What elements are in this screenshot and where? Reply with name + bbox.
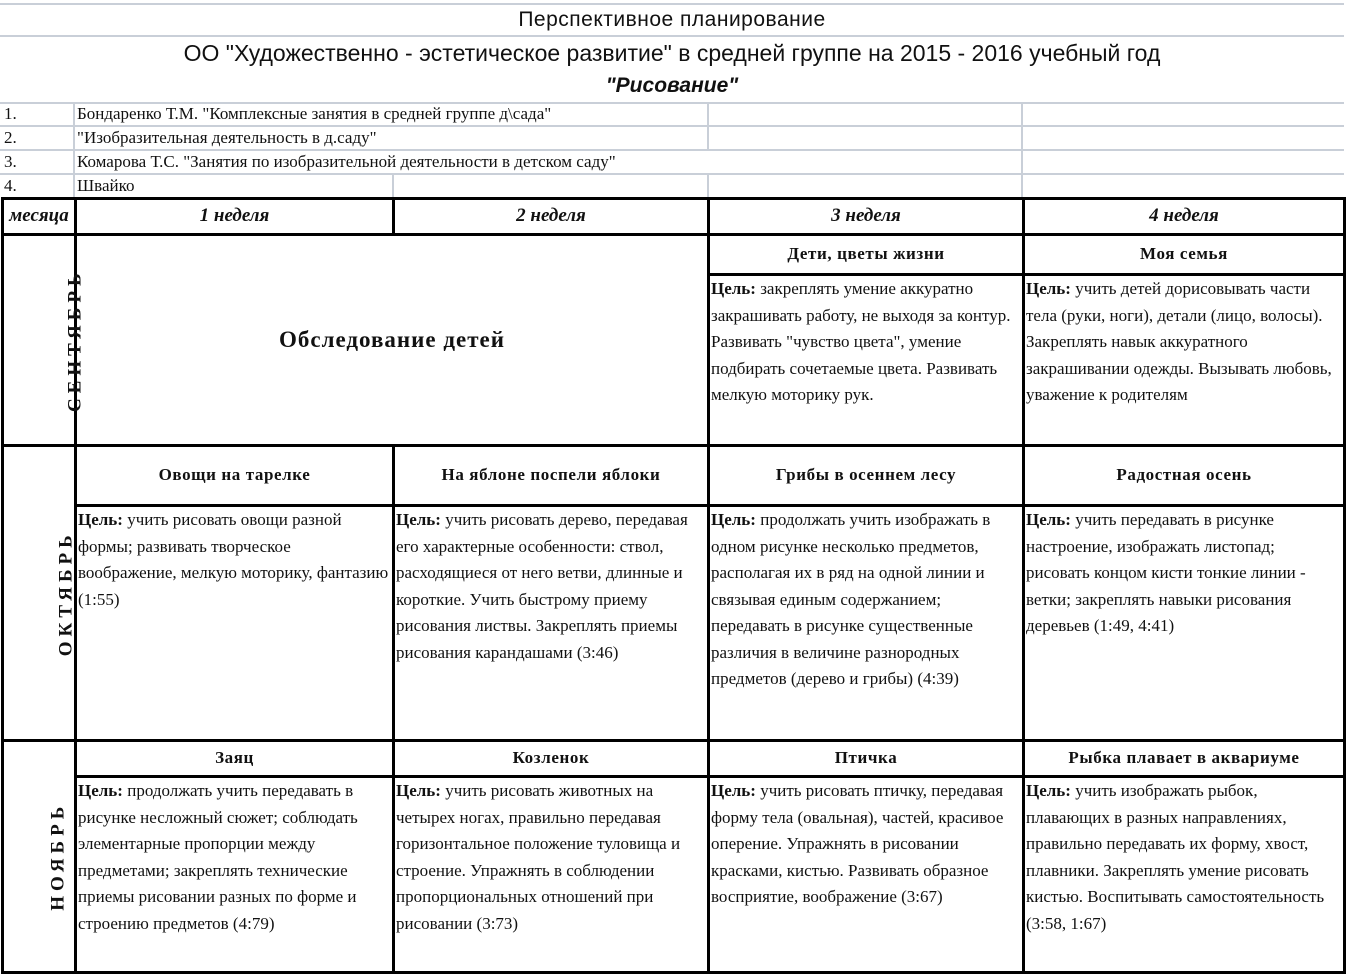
topic-cell: Птичка bbox=[709, 741, 1024, 777]
table-row bbox=[3, 506, 1345, 741]
page-title: Перспективное планирование bbox=[0, 3, 1344, 37]
table-row bbox=[3, 777, 1345, 973]
bibliography-row bbox=[0, 175, 1344, 197]
bibliography-row bbox=[0, 151, 1344, 175]
topic-cell: Грибы в осеннем лесу bbox=[709, 446, 1024, 506]
goal-cell: Цель: учить детей дорисовывать части тела (руки, ноги), детали (лицо, волосы). Закреплять навык аккуратного закрашивании одежды. Вызывать любовь, уважение к родителям bbox=[1024, 275, 1345, 446]
goal-cell: Цель: закреплять умение аккуратно закрашивать работу, не выходя за контур. Развивать "чувство цвета", умение подбирать сочетаемые цвета. Развивать мелкую моторику рук. bbox=[709, 275, 1024, 446]
bib-number: 1. bbox=[4, 104, 17, 123]
column-header-week4: 4 неделя bbox=[1024, 199, 1345, 235]
column-header-month: месяца bbox=[3, 199, 76, 235]
goal-cell: Цель: продолжать учить передавать в рисунке несложный сюжет; соблюдать элементарные пропорции между предметами; закреплять технические приемы рисовании разных по форме и строению предметов (4:79) bbox=[76, 777, 394, 973]
bib-number: 2. bbox=[4, 128, 17, 147]
goal-cell: Цель: учить рисовать овощи разной формы; развивать творческое воображение, мелкую моторику, фантазию (1:55) bbox=[76, 506, 394, 741]
goal-cell: Цель: учить изображать рыбок, плавающих в разных направлениях, правильно передавать их форму, хвост, плавники. Закреплять умение рисовать кистью. Воспитывать самостоятельность (3:58, 1:67) bbox=[1024, 777, 1345, 973]
month-november: НОЯБРЬ bbox=[3, 741, 76, 973]
bib-number: 4. bbox=[4, 176, 17, 195]
month-september: СЕНТЯБРЬ bbox=[3, 235, 76, 446]
bib-text: Комарова Т.С. "Занятия по изобразительной деятельности в детском саду" bbox=[77, 152, 616, 171]
column-header-week2: 2 неделя bbox=[394, 199, 709, 235]
goal-cell: Цель: учить передавать в рисунке настроение, изображать листопад; рисовать концом кисти тонкие линии - ветки; закреплять навыки рисования деревьев (1:49, 4:41) bbox=[1024, 506, 1345, 741]
bibliography-row bbox=[0, 127, 1344, 151]
bib-text: Швайко bbox=[77, 176, 135, 195]
topic-cell: Рыбка плавает в аквариуме bbox=[1024, 741, 1345, 777]
column-header-week3: 3 неделя bbox=[709, 199, 1024, 235]
column-header-week1: 1 неделя bbox=[76, 199, 394, 235]
section-title: "Рисование" bbox=[0, 70, 1344, 104]
merged-cell-assessment: Обследование детей bbox=[76, 235, 709, 446]
bib-text: Бондаренко Т.М. "Комплексные занятия в средней группе д\сада" bbox=[77, 104, 552, 123]
grid-divider bbox=[707, 127, 709, 150]
month-october: ОКТЯБРЬ bbox=[3, 446, 76, 741]
table-row bbox=[3, 741, 1345, 777]
grid-divider bbox=[73, 103, 75, 197]
bib-number: 3. bbox=[4, 152, 17, 171]
grid-divider bbox=[392, 175, 394, 197]
grid-divider bbox=[707, 103, 709, 126]
table-row bbox=[3, 235, 1345, 275]
topic-cell: Дети, цветы жизни bbox=[709, 235, 1024, 275]
topic-cell: Заяц bbox=[76, 741, 394, 777]
goal-cell: Цель: продолжать учить изображать в одном рисунке несколько предметов, располагая их в ряд на одной линии и связывая единым содержанием; передавать в рисунке существенные различия в величине разнородных предметов (дерево и грибы) (4:39) bbox=[709, 506, 1024, 741]
grid-divider bbox=[1021, 103, 1023, 197]
goal-cell: Цель: учить рисовать животных на четырех ногах, правильно передавая горизонтальное положение туловища и строение. Упражнять в соблюдении пропорциональных отношений при рисовании (3:73) bbox=[394, 777, 709, 973]
grid-divider bbox=[707, 175, 709, 197]
topic-cell: Радостная осень bbox=[1024, 446, 1345, 506]
goal-cell: Цель: учить рисовать дерево, передавая его характерные особенности: ствол, расходящиеся от него ветви, длинные и короткие. Учить быстрому приему рисования листвы. Закреплять приемы рисования карандашами (3:46) bbox=[394, 506, 709, 741]
topic-cell: Овощи на тарелке bbox=[76, 446, 394, 506]
topic-cell: На яблоне поспели яблоки bbox=[394, 446, 709, 506]
topic-cell: Моя семья bbox=[1024, 235, 1345, 275]
page-subtitle: ОО "Художественно - эстетическое развитие" в средней группе на 2015 - 2016 учебный год bbox=[183, 40, 1161, 66]
bib-text: "Изобразительная деятельность в д.саду" bbox=[77, 128, 377, 147]
planning-table bbox=[1, 197, 1346, 974]
goal-cell: Цель: учить рисовать птичку, передавая форму тела (овальная), частей, красивое оперение. Упражнять в рисовании красками, кистью. Развивать образное восприятие, воображение (3:67) bbox=[709, 777, 1024, 973]
bibliography-row bbox=[0, 103, 1344, 127]
topic-cell: Козленок bbox=[394, 741, 709, 777]
table-header-row bbox=[3, 199, 1345, 235]
table-row bbox=[3, 446, 1345, 506]
